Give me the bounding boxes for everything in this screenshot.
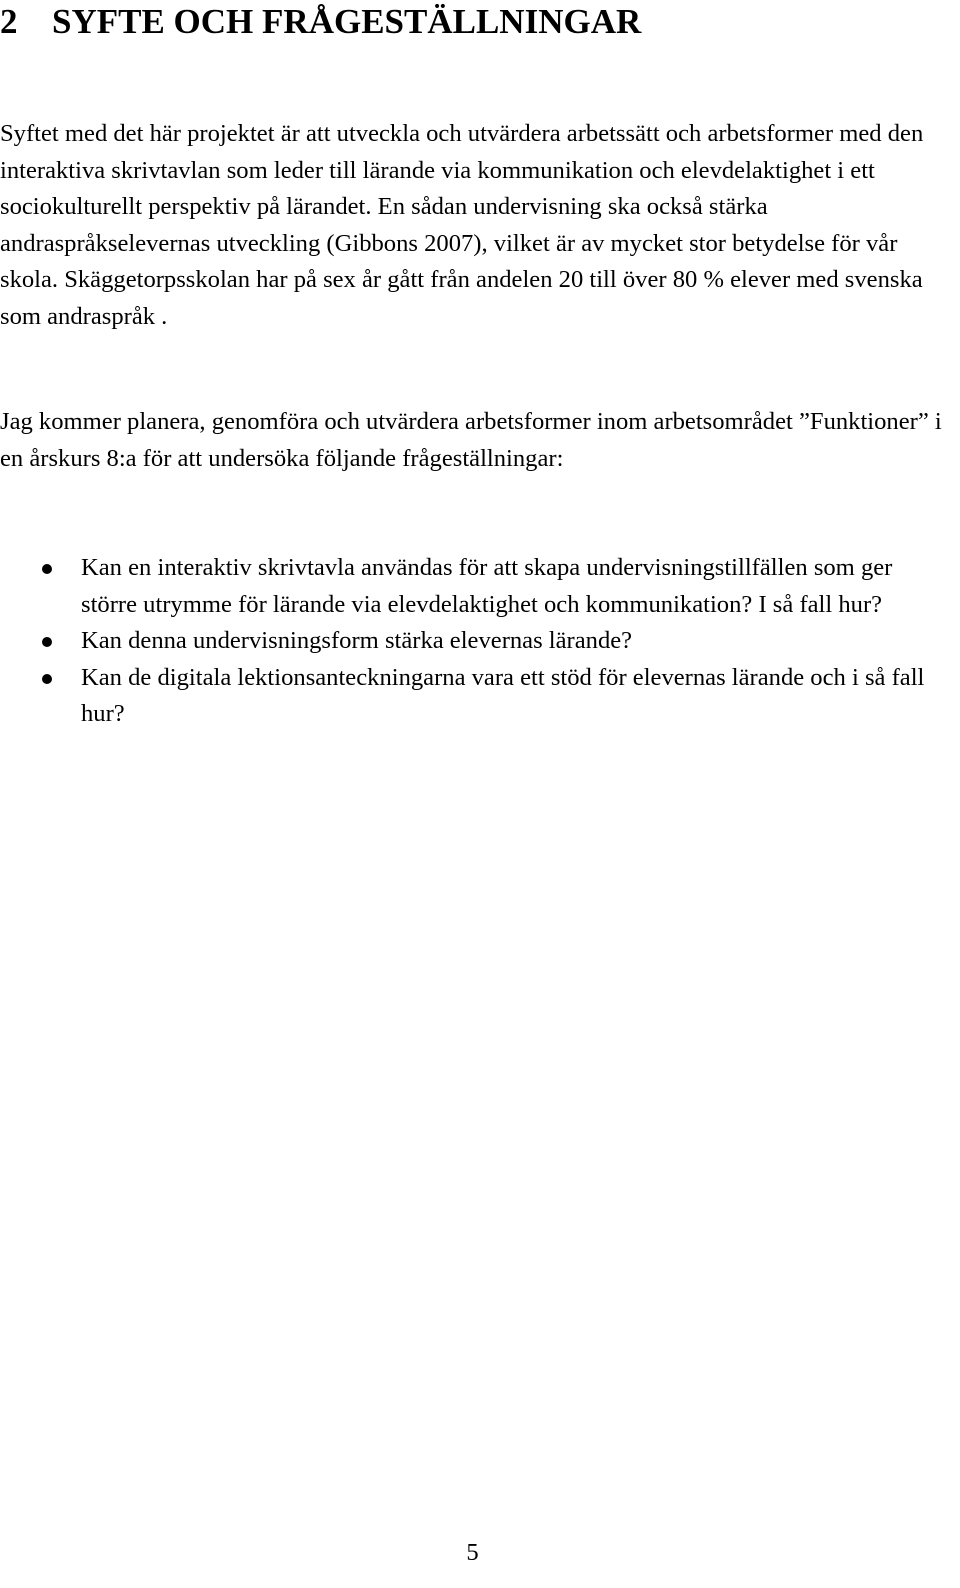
section-title: SYFTE OCH FRÅGESTÄLLNINGAR [52,2,642,41]
section-number: 2 [0,2,18,41]
bullet-icon [42,564,52,574]
section-heading [0,0,940,44]
research-questions-list [0,550,945,733]
page-number: 5 [466,1539,479,1566]
question-text: Kan en interaktiv skrivtavla användas för att skapa undervisningstillfällen som ger större utrymme för lärande via elevdelaktighet och kommunikation? I så fall hur? [81,554,893,618]
question-text: Kan de digitala lektionsanteckningarna vara ett stöd för elevernas lärande och i så fall hur? [81,663,925,727]
bullet-icon [42,674,52,684]
paragraph-purpose: Syftet med det här projektet är att utveckla och utvärdera arbetssätt och arbetsformer med den interaktiva skrivtavlan som leder till lärande via kommunikation och elevdelaktighet i ett sociokulturellt perspektiv på lärandet. En sådan undervisning ska också stärka andraspråkselevernas utveckling (Gibbons 2007), vilket är av mycket stor betydelse för vår skola. Skäggetorpsskolan har på sex år gått från andelen 20 till över 80 % elever med svenska som andraspråk . [0,120,924,330]
bullet-icon [42,637,52,647]
list-item [0,550,945,623]
paragraph-method: Jag kommer planera, genomföra och utvärdera arbetsformer inom arbetsområdet ”Funktioner” i en årskurs 8:a för att undersöka följande frågeställningar: [0,408,942,472]
list-item [0,660,945,733]
list-item [0,623,945,660]
question-text: Kan denna undervisningsform stärka elevernas lärande? [81,627,633,654]
